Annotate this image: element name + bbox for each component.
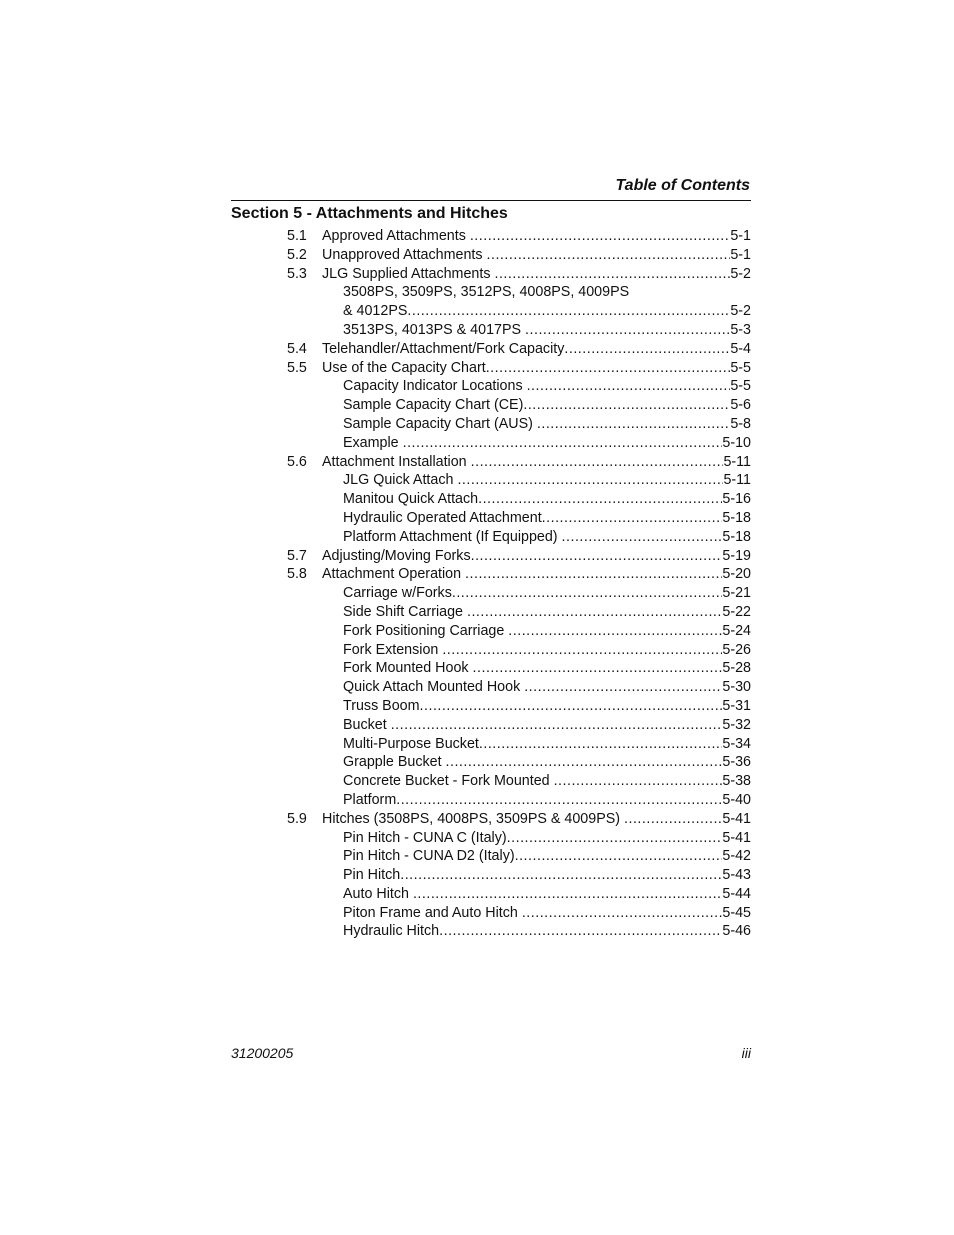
toc-entry-label: Hydraulic Operated Attachment bbox=[343, 509, 542, 526]
toc-entry-line bbox=[343, 584, 751, 603]
toc-entry-label: Unapproved Attachments bbox=[322, 246, 487, 263]
toc-dot-leader bbox=[420, 697, 723, 716]
toc-dot-leader bbox=[486, 359, 731, 378]
toc-entry-label: Approved Attachments bbox=[322, 228, 470, 244]
toc-entry-line bbox=[343, 302, 751, 321]
toc-entry-page: 5-26 bbox=[722, 641, 751, 658]
toc-entry[interactable] bbox=[231, 302, 751, 321]
toc-entry-page: 5-11 bbox=[723, 472, 751, 489]
section-title: Section 5 - Attachments and Hitches bbox=[231, 205, 508, 222]
toc-entry-page: 5-22 bbox=[722, 603, 751, 620]
toc-dot-leader bbox=[446, 753, 723, 772]
toc-entry-line bbox=[343, 847, 751, 866]
toc-entry-label: Fork Positioning Carriage bbox=[343, 622, 509, 639]
toc-entry-line bbox=[343, 377, 751, 396]
toc-dot-leader bbox=[457, 471, 723, 490]
toc-dot-leader bbox=[452, 584, 723, 603]
toc-entry[interactable] bbox=[231, 509, 751, 528]
toc-entry-page: 5-21 bbox=[722, 585, 751, 602]
toc-entry-page: 5-36 bbox=[722, 754, 751, 771]
footer-page-number: iii bbox=[741, 1045, 751, 1061]
toc-entry[interactable] bbox=[231, 697, 751, 716]
toc-entry[interactable] bbox=[231, 885, 751, 904]
toc-entry-page: 5-30 bbox=[722, 679, 751, 696]
toc-entry-line bbox=[343, 528, 751, 547]
toc-entry-line bbox=[343, 321, 751, 340]
toc-entry-line bbox=[322, 565, 751, 584]
toc-entry[interactable] bbox=[231, 471, 751, 490]
toc-entry-label: Pin Hitch - CUNA C (Italy) bbox=[343, 829, 507, 846]
toc-entry-label: Adjusting/Moving Forks bbox=[322, 547, 471, 564]
toc-entry-label: 3513PS, 4013PS & 4017PS bbox=[343, 321, 526, 338]
toc-entry[interactable] bbox=[231, 659, 751, 678]
toc-entry[interactable] bbox=[231, 772, 751, 791]
toc-entry[interactable] bbox=[231, 547, 751, 566]
toc-entry-line bbox=[343, 490, 751, 509]
toc-entry[interactable] bbox=[231, 678, 751, 697]
toc-entry-page: 5-41 bbox=[722, 829, 751, 846]
toc-entry[interactable] bbox=[231, 246, 751, 265]
toc-entry-label: JLG Quick Attach bbox=[343, 472, 458, 489]
toc-entry-label: Pin Hitch bbox=[343, 867, 401, 884]
toc-entry-line bbox=[322, 547, 751, 566]
toc-entry[interactable] bbox=[231, 528, 751, 547]
toc-entry[interactable] bbox=[231, 283, 751, 302]
toc-entry-label: & 4012PS bbox=[343, 303, 408, 320]
toc-entry-page: 5-43 bbox=[722, 867, 751, 884]
toc-entry-label: Sample Capacity Chart (AUS) bbox=[343, 415, 537, 432]
toc-entry-page: 5-31 bbox=[722, 697, 751, 714]
toc-dot-leader bbox=[494, 265, 730, 284]
toc-entry-line bbox=[343, 283, 751, 302]
toc-entry-number: 5.3 bbox=[287, 265, 307, 282]
toc-dot-leader bbox=[439, 922, 722, 941]
toc-entry-label: Platform bbox=[343, 791, 397, 808]
toc-dot-leader bbox=[479, 735, 722, 754]
toc-entry-page: 5-16 bbox=[722, 491, 751, 508]
toc-entry[interactable] bbox=[231, 735, 751, 754]
toc-entry-page: 5-38 bbox=[722, 773, 751, 790]
toc-dot-leader bbox=[413, 885, 722, 904]
toc-entry-line bbox=[343, 641, 751, 660]
toc-entry-page: 5-10 bbox=[722, 434, 751, 451]
toc-entry-page: 5-41 bbox=[722, 810, 751, 827]
toc-dot-leader bbox=[564, 340, 730, 359]
toc-entry[interactable] bbox=[231, 377, 751, 396]
toc-entry-number: 5.2 bbox=[287, 246, 307, 263]
toc-dot-leader bbox=[471, 547, 723, 566]
toc-entry-number: 5.9 bbox=[287, 810, 307, 827]
toc-entry-label: Carriage w/Forks bbox=[343, 585, 452, 602]
toc-entry[interactable] bbox=[231, 753, 751, 772]
toc-entry-page: 5-2 bbox=[730, 265, 751, 282]
toc-entry-label: 3508PS, 3509PS, 3512PS, 4008PS, 4009PS bbox=[343, 284, 630, 301]
toc-entry-line bbox=[322, 265, 751, 284]
toc-entry-page: 5-1 bbox=[730, 246, 751, 263]
page-header-title: Table of Contents bbox=[615, 177, 750, 194]
toc-entry-page: 5-18 bbox=[722, 528, 751, 545]
toc-dot-leader bbox=[542, 509, 723, 528]
toc-entry-label: Use of the Capacity Chart bbox=[322, 359, 486, 376]
toc-entry-line bbox=[322, 359, 751, 378]
toc-entry-label: Auto Hitch bbox=[343, 885, 413, 902]
toc-entry[interactable] bbox=[231, 716, 751, 735]
toc-entry-line bbox=[322, 246, 751, 265]
toc-entry[interactable] bbox=[231, 922, 751, 941]
toc-entry-line bbox=[343, 735, 751, 754]
toc-dot-leader bbox=[537, 415, 730, 434]
toc-dot-leader bbox=[471, 453, 724, 472]
toc-entry[interactable] bbox=[231, 641, 751, 660]
toc-entry[interactable] bbox=[231, 791, 751, 810]
toc-entry-label: Fork Mounted Hook bbox=[343, 660, 473, 677]
toc-entry[interactable] bbox=[231, 847, 751, 866]
toc-dot-leader bbox=[515, 847, 723, 866]
toc-dot-leader bbox=[524, 678, 722, 697]
toc-entry-label: Side Shift Carriage bbox=[343, 603, 467, 620]
toc-entry-line bbox=[343, 697, 751, 716]
toc-entry-label: Hitches (3508PS, 4008PS, 3509PS & 4009PS) bbox=[322, 810, 625, 827]
footer-document-number: 31200205 bbox=[231, 1045, 294, 1061]
toc-entry[interactable] bbox=[231, 603, 751, 622]
table-of-contents bbox=[231, 227, 751, 941]
toc-entry-label: Telehandler/Attachment/Fork Capacity bbox=[322, 340, 565, 357]
toc-dot-leader bbox=[478, 490, 722, 509]
toc-entry-label: Pin Hitch - CUNA D2 (Italy) bbox=[343, 848, 515, 865]
header-divider bbox=[231, 200, 751, 201]
toc-entry-number: 5.6 bbox=[287, 453, 307, 470]
toc-entry[interactable] bbox=[231, 434, 751, 453]
toc-entry-page: 5-40 bbox=[722, 791, 751, 808]
toc-entry-line bbox=[343, 396, 751, 415]
toc-entry-label: Manitou Quick Attach bbox=[343, 491, 479, 508]
toc-entry-label: Capacity Indicator Locations bbox=[343, 378, 527, 395]
toc-entry-page: 5-4 bbox=[730, 340, 751, 357]
toc-entry[interactable] bbox=[231, 227, 751, 246]
toc-entry-line bbox=[343, 791, 751, 810]
toc-entry-line bbox=[343, 866, 751, 885]
toc-dot-leader bbox=[523, 396, 730, 415]
toc-entry[interactable] bbox=[231, 321, 751, 340]
toc-entry-label: Grapple Bucket bbox=[343, 754, 446, 771]
toc-entry[interactable] bbox=[231, 565, 751, 584]
toc-dot-leader bbox=[508, 622, 722, 641]
toc-entry-label: Concrete Bucket - Fork Mounted bbox=[343, 773, 554, 790]
toc-entry-number: 5.1 bbox=[287, 228, 307, 244]
toc-entry-page: 5-45 bbox=[722, 904, 751, 921]
toc-dot-leader bbox=[525, 321, 730, 340]
toc-dot-leader bbox=[507, 829, 723, 848]
toc-dot-leader bbox=[407, 302, 730, 321]
toc-entry[interactable] bbox=[231, 866, 751, 885]
toc-entry-line bbox=[343, 659, 751, 678]
toc-entry[interactable] bbox=[231, 359, 751, 378]
toc-dot-leader bbox=[391, 716, 723, 735]
toc-entry-label: Multi-Purpose Bucket bbox=[343, 735, 479, 752]
toc-dot-leader bbox=[522, 904, 723, 923]
toc-dot-leader bbox=[527, 377, 731, 396]
toc-entry[interactable] bbox=[231, 396, 751, 415]
toc-entry-page: 5-20 bbox=[722, 566, 751, 583]
toc-entry-line bbox=[343, 885, 751, 904]
toc-dot-leader bbox=[554, 772, 723, 791]
toc-entry-page: 5-28 bbox=[722, 660, 751, 677]
toc-entry-page: 5-18 bbox=[722, 509, 751, 526]
toc-entry-label: JLG Supplied Attachments bbox=[322, 265, 495, 282]
toc-dot-leader bbox=[465, 565, 722, 584]
toc-entry-label: Attachment Operation bbox=[322, 566, 466, 583]
toc-entry-line bbox=[343, 904, 751, 923]
toc-entry-line bbox=[343, 434, 751, 453]
toc-entry[interactable] bbox=[231, 340, 751, 359]
toc-entry-page: 5-11 bbox=[723, 453, 751, 470]
toc-entry-label: Platform Attachment (If Equipped) bbox=[343, 528, 562, 545]
toc-entry-page: 5-34 bbox=[722, 735, 751, 752]
toc-entry-line bbox=[343, 509, 751, 528]
toc-entry-label: Attachment Installation bbox=[322, 453, 471, 470]
toc-entry[interactable] bbox=[231, 810, 751, 829]
toc-entry-number: 5.7 bbox=[287, 547, 307, 564]
toc-entry[interactable] bbox=[231, 490, 751, 509]
toc-entry-label: Quick Attach Mounted Hook bbox=[343, 679, 525, 696]
toc-entry-page: 5-19 bbox=[722, 547, 751, 564]
toc-entry-line bbox=[343, 471, 751, 490]
toc-entry-page: 5-3 bbox=[730, 321, 751, 338]
toc-entry-page: 5-24 bbox=[722, 622, 751, 639]
toc-entry[interactable] bbox=[231, 415, 751, 434]
toc-entry-label: Example bbox=[343, 434, 403, 451]
toc-entry-page: 5-8 bbox=[730, 415, 751, 432]
toc-entry-line bbox=[343, 772, 751, 791]
toc-entry-page: 5-5 bbox=[730, 359, 751, 376]
toc-entry-line bbox=[322, 340, 751, 359]
toc-entry[interactable] bbox=[231, 829, 751, 848]
toc-entry-label: Sample Capacity Chart (CE) bbox=[343, 397, 524, 414]
toc-dot-leader bbox=[467, 603, 722, 622]
toc-entry-line bbox=[322, 453, 751, 472]
toc-entry-line bbox=[343, 716, 751, 735]
toc-entry-page: 5-42 bbox=[722, 848, 751, 865]
toc-entry-line bbox=[343, 415, 751, 434]
toc-entry[interactable] bbox=[231, 453, 751, 472]
toc-entry[interactable] bbox=[231, 265, 751, 284]
toc-entry-line bbox=[343, 829, 751, 848]
toc-entry-label: Piton Frame and Auto Hitch bbox=[343, 904, 522, 921]
toc-entry-line bbox=[322, 810, 751, 829]
toc-entry-line bbox=[343, 678, 751, 697]
toc-dot-leader bbox=[396, 791, 722, 810]
toc-entry-label: Hydraulic Hitch bbox=[343, 923, 440, 940]
toc-entry-line bbox=[343, 603, 751, 622]
toc-dot-leader bbox=[473, 659, 723, 678]
toc-entry-number: 5.5 bbox=[287, 359, 307, 376]
toc-entry-page: 5-6 bbox=[730, 397, 751, 414]
toc-entry-page: 5-2 bbox=[730, 303, 751, 320]
toc-entry-label: Fork Extension bbox=[343, 641, 443, 658]
toc-dot-leader bbox=[487, 246, 731, 265]
toc-dot-leader bbox=[442, 641, 722, 660]
toc-entry-line bbox=[343, 622, 751, 641]
toc-dot-leader bbox=[624, 810, 722, 829]
toc-entry[interactable] bbox=[231, 622, 751, 641]
toc-entry-page: 5-44 bbox=[722, 885, 751, 902]
toc-entry-number: 5.4 bbox=[287, 340, 307, 357]
toc-dot-leader bbox=[470, 227, 731, 246]
toc-dot-leader bbox=[403, 434, 723, 453]
toc-entry-number: 5.8 bbox=[287, 566, 307, 583]
toc-entry[interactable] bbox=[231, 904, 751, 923]
toc-entry-line bbox=[322, 227, 751, 246]
toc-dot-leader bbox=[562, 528, 723, 547]
toc-entry-label: Bucket bbox=[343, 716, 391, 733]
toc-entry-page: 5-32 bbox=[722, 716, 751, 733]
toc-entry-page: 5-5 bbox=[730, 378, 751, 395]
toc-entry[interactable] bbox=[231, 584, 751, 603]
toc-entry-page: 5-1 bbox=[730, 228, 751, 244]
toc-entry-label: Truss Boom bbox=[343, 697, 420, 714]
toc-entry-line bbox=[343, 922, 751, 941]
toc-entry-page: 5-46 bbox=[722, 923, 751, 940]
toc-dot-leader bbox=[400, 866, 722, 885]
toc-entry-line bbox=[343, 753, 751, 772]
